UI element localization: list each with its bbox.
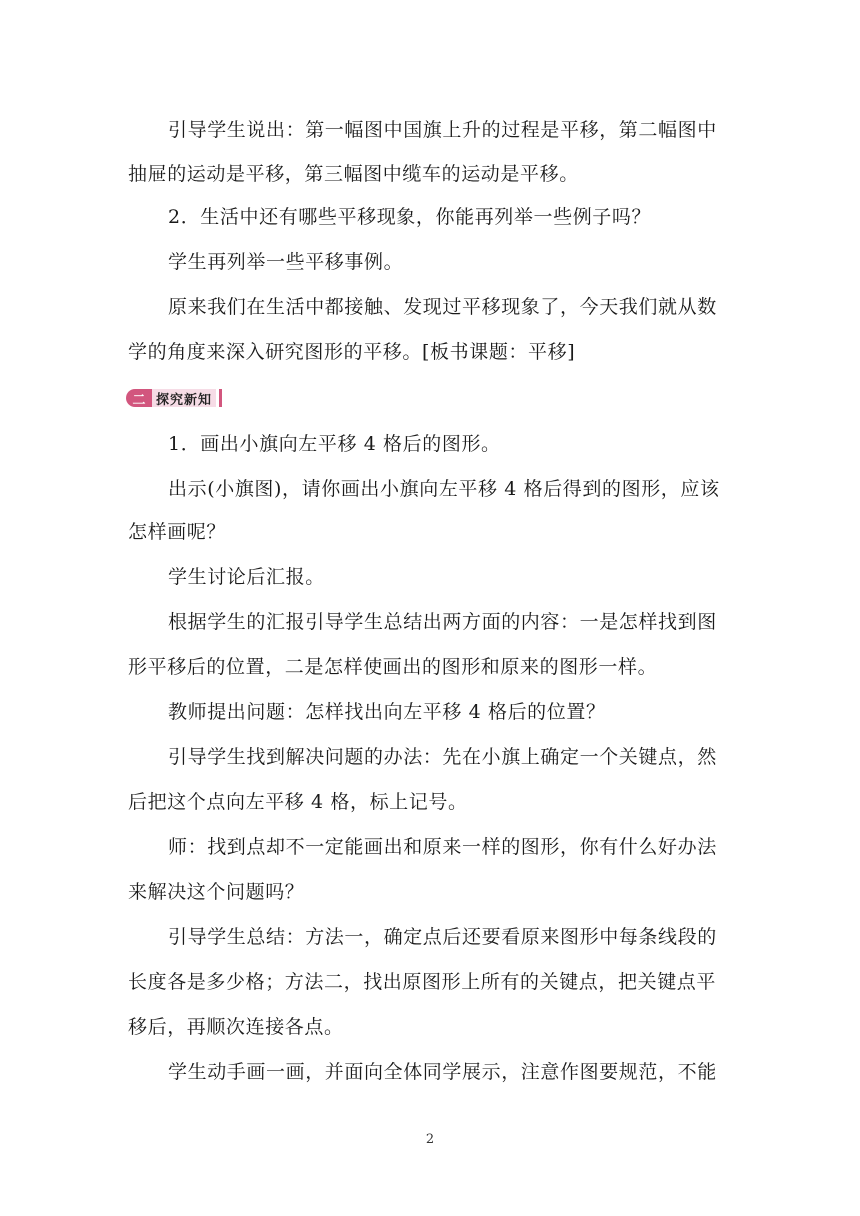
paragraph-line: 形平移后的位置，二是怎样使画出的图形和原来的图形一样。	[128, 656, 658, 678]
paragraph-line: 师：找到点却不一定能画出和原来一样的图形，你有什么好办法	[168, 836, 717, 858]
paragraph-line: 1．画出小旗向左平移 4 格后的图形。	[168, 433, 501, 455]
paragraph-line: 学生讨论后汇报。	[168, 566, 325, 588]
section-title: 探究新知	[152, 389, 216, 407]
section-bar	[219, 389, 222, 407]
paragraph-line: 引导学生总结：方法一，确定点后还要看原来图形中每条线段的	[168, 926, 717, 948]
paragraph-line: 学生动手画一画，并面向全体同学展示，注意作图要规范，不能	[168, 1061, 717, 1083]
paragraph-line: 2．生活中还有哪些平移现象，你能再列举一些例子吗？	[168, 206, 652, 228]
paragraph-line: 原来我们在生活中都接触、发现过平移现象了，今天我们就从数	[168, 296, 717, 318]
paragraph-line: 后把这个点向左平移 4 格，标上记号。	[128, 791, 468, 813]
paragraph-line: 来解决这个问题吗？	[128, 881, 305, 903]
paragraph-line: 抽屉的运动是平移，第三幅图中缆车的运动是平移。	[128, 163, 579, 185]
paragraph-line: 引导学生找到解决问题的办法：先在小旗上确定一个关键点，然	[168, 746, 717, 768]
paragraph-line: 学生再列举一些平移事例。	[168, 251, 404, 273]
paragraph-line: 长度各是多少格；方法二，找出原图形上所有的关键点，把关键点平	[128, 971, 717, 993]
section-heading	[126, 388, 222, 408]
paragraph-line: 引导学生说出：第一幅图中国旗上升的过程是平移，第二幅图中	[168, 119, 717, 141]
paragraph-line: 移后，再顺次连接各点。	[128, 1016, 344, 1038]
page-number: 2	[425, 1132, 435, 1147]
paragraph-line: 学的角度来深入研究图形的平移。[板书课题：平移]	[128, 341, 576, 363]
paragraph-line: 教师提出问题：怎样找出向左平移 4 格后的位置？	[168, 701, 606, 723]
paragraph-line: 怎样画呢？	[128, 521, 227, 543]
paragraph-line: 出示(小旗图)，请你画出小旗向左平移 4 格后得到的图形，应该	[168, 478, 720, 500]
section-number: 二	[126, 389, 152, 407]
paragraph-line: 根据学生的汇报引导学生总结出两方面的内容：一是怎样找到图	[168, 611, 717, 633]
